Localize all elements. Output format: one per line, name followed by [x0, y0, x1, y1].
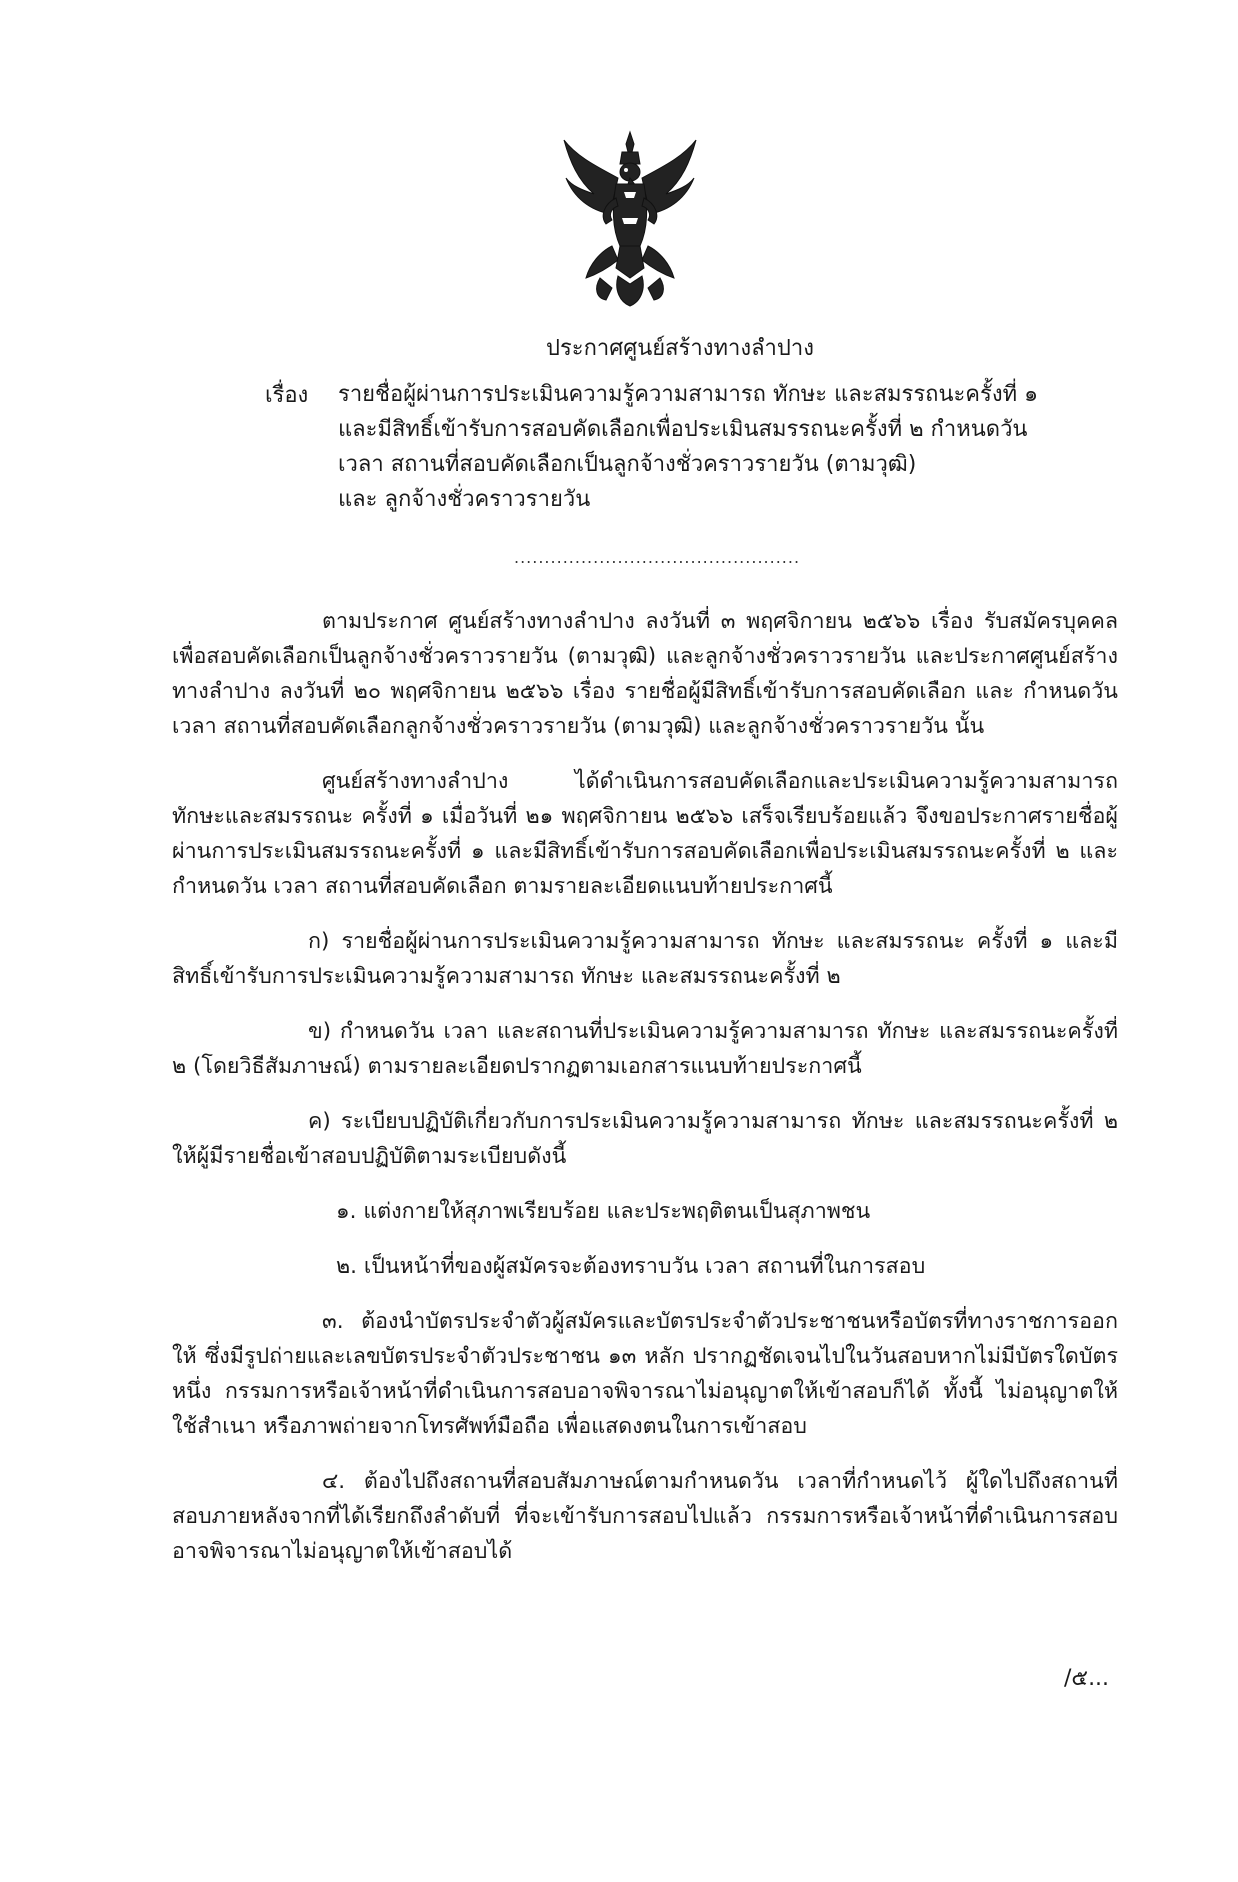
document-body: [172, 604, 1118, 1589]
list-item: [172, 1104, 1118, 1174]
list-item-text: ค) ระเบียบปฏิบัติเกี่ยวกับการประเมินความรู้ความสามารถ ทักษะ และสมรรถนะครั้งที่ ๒ ให้ผู้มีรายชื่อเข้าสอบปฏิบัติตามระเบียบดังนี้: [172, 1109, 1118, 1169]
page-continuation: /๕...: [1064, 1666, 1110, 1691]
rule-item: [172, 1464, 1118, 1569]
announcement-heading: ประกาศศูนย์สร้างทางลำปาง: [546, 336, 814, 361]
list-item: [172, 1014, 1118, 1084]
subject-line: และ ลูกจ้างชั่วคราวรายวัน: [338, 487, 591, 512]
subject-label: เรื่อง: [265, 383, 309, 408]
subject-text: [338, 377, 1058, 517]
list-item-text: ก) รายชื่อผู้ผ่านการประเมินความรู้ความสามารถ ทักษะ และสมรรถนะ ครั้งที่ ๑ และมีสิทธิ์เข้ารับการประเมินความรู้ความสามารถ ทักษะ และสมรรถนะครั้งที่ ๒: [172, 929, 1118, 989]
rule-text: ๔. ต้องไปถึงสถานที่สอบสัมภาษณ์ตามกำหนดวัน เวลาที่กำหนดไว้ ผู้ใดไปถึงสถานที่สอบภายหลังจากที่ได้เรียกถึงลำดับที่ ที่จะเข้ารับการสอบไปแล้ว กรรมการหรือเจ้าหน้าที่ดำเนินการสอบอาจพิจารณาไม่อนุญาตให้เข้าสอบได้: [172, 1469, 1118, 1564]
garuda-emblem-icon: [560, 128, 700, 308]
rule-text: ๓. ต้องนำบัตรประจำตัวผู้สมัครและบัตรประจำตัวประชาชนหรือบัตรที่ทางราชการออกให้ ซึ่งมีรูปถ่ายและเลขบัตรประจำตัวประชาชน ๑๓ หลัก ปรากฏชัดเจนไปในวันสอบหากไม่มีบัตรใดบัตรหนึ่ง กรรมการหรือเจ้าหน้าที่ดำเนินการสอบอาจพิจารณาไม่อนุญาตให้เข้าสอบก็ได้ ทั้งนี้ ไม่อนุญาตให้ใช้สำเนา หรือภาพถ่ายจากโทรศัพท์มือถือ เพื่อแสดงตนในการเข้าสอบ: [172, 1309, 1118, 1439]
list-item: [172, 924, 1118, 994]
paragraph: [172, 764, 1118, 904]
rule-item: [172, 1249, 1118, 1284]
paragraph-text: ตามประกาศ ศูนย์สร้างทางลำปาง ลงวันที่ ๓ พฤศจิกายน ๒๕๖๖ เรื่อง รับสมัครบุคคลเพื่อสอบคัดเลือกเป็นลูกจ้างชั่วคราวรายวัน (ตามวุฒิ) และลูกจ้างชั่วคราวรายวัน และประกาศศูนย์สร้างทางลำปาง ลงวันที่ ๒๐ พฤศจิกายน ๒๕๖๖ เรื่อง รายชื่อผู้มีสิทธิ์เข้ารับการสอบคัดเลือก และ กำหนดวัน เวลา สถานที่สอบคัดเลือกลูกจ้างชั่วคราวรายวัน (ตามวุฒิ) และลูกจ้างชั่วคราวรายวัน นั้น: [172, 609, 1118, 739]
rule-item: [172, 1304, 1118, 1444]
paragraph-text: ศูนย์สร้างทางลำปาง ได้ดำเนินการสอบคัดเลือกและประเมินความรู้ความสามารถ ทักษะและสมรรถนะ ครั้งที่ ๑ เมื่อวันที่ ๒๑ พฤศจิกายน ๒๕๖๖ เสร็จเรียบร้อยแล้ว จึงขอประกาศรายชื่อผู้ผ่านการประเมินสมรรถนะครั้งที่ ๑ และมีสิทธิ์เข้ารับการสอบคัดเลือกเพื่อประเมินสมรรถนะครั้งที่ ๒ และกำหนดวัน เวลา สถานที่สอบคัดเลือก ตามรายละเอียดแนบท้ายประกาศนี้: [172, 769, 1118, 899]
subject-line: เวลา สถานที่สอบคัดเลือกเป็นลูกจ้างชั่วคราวรายวัน (ตามวุฒิ): [338, 452, 917, 477]
divider-dots: ...............................................: [514, 548, 801, 567]
rule-text: ๒. เป็นหน้าที่ของผู้สมัครจะต้องทราบวัน เวลา สถานที่ในการสอบ: [336, 1254, 926, 1279]
rule-text: ๑. แต่งกายให้สุภาพเรียบร้อย และประพฤติตนเป็นสุภาพชน: [336, 1199, 871, 1224]
paragraph: [172, 604, 1118, 744]
list-item-text: ข) กำหนดวัน เวลา และสถานที่ประเมินความรู้ความสามารถ ทักษะ และสมรรถนะครั้งที่ ๒ (โดยวิธีสัมภาษณ์) ตามรายละเอียดปรากฏตามเอกสารแนบท้ายประกาศนี้: [172, 1019, 1118, 1079]
subject-line: รายชื่อผู้ผ่านการประเมินความรู้ความสามารถ ทักษะ และสมรรถนะครั้งที่ ๑: [338, 382, 1039, 407]
rule-item: [172, 1194, 1118, 1229]
subject-line: และมีสิทธิ์เข้ารับการสอบคัดเลือกเพื่อประเมินสมรรถนะครั้งที่ ๒ กำหนดวัน: [338, 417, 1028, 442]
